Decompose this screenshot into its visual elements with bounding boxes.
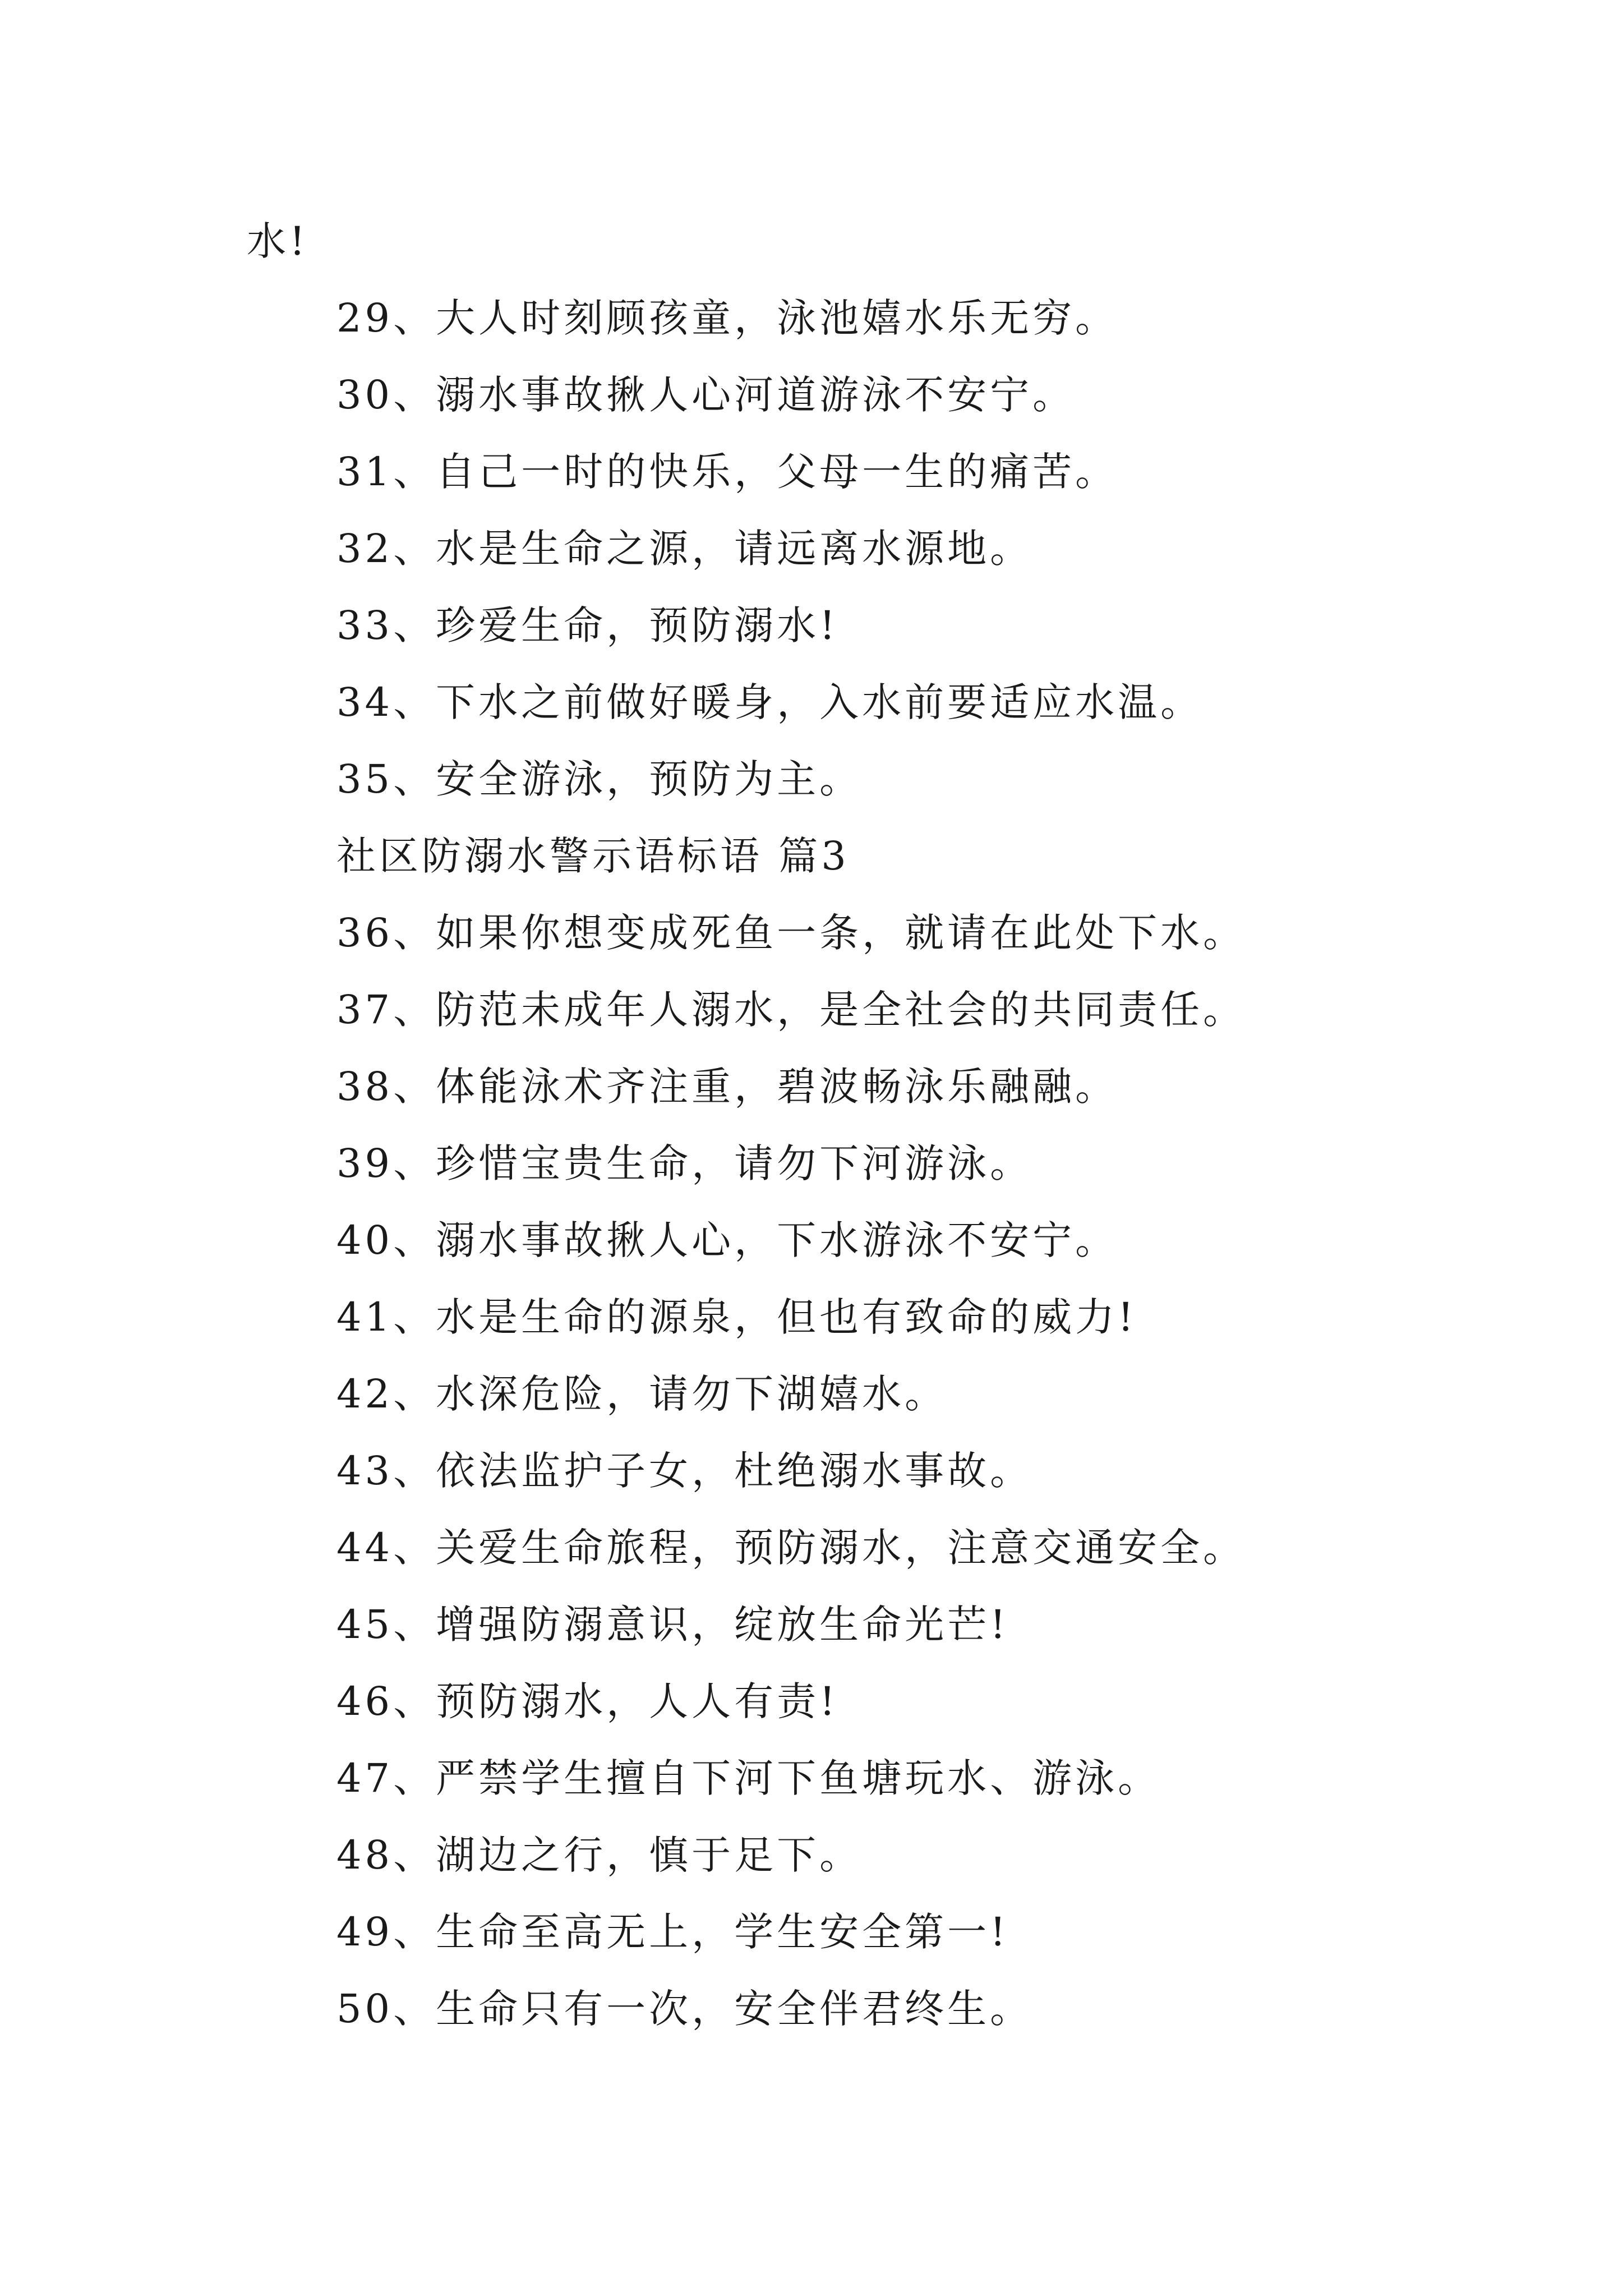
slogan-item-44: 44、关爱生命旅程，预防溺水，注意交通安全。 — [336, 1525, 1246, 1571]
slogan-item-47: 47、严禁学生擅自下河下鱼塘玩水、游泳。 — [336, 1755, 1161, 1801]
slogan-item-50: 50、生命只有一次，安全伴君终生。 — [336, 1986, 1033, 2032]
slogan-item-29: 29、大人时刻顾孩童，泳池嬉水乐无穷。 — [336, 295, 1118, 341]
continuation-line: 水! — [247, 218, 309, 264]
slogan-item-49: 49、生命至高无上，学生安全第一! — [336, 1909, 1009, 1955]
slogan-item-45: 45、增强防溺意识，绽放生命光芒! — [336, 1602, 1009, 1648]
section-heading: 社区防溺水警示语标语 篇3 — [336, 833, 850, 879]
slogan-item-38: 38、体能泳术齐注重，碧波畅泳乐融融。 — [336, 1064, 1118, 1110]
slogan-item-41: 41、水是生命的源泉，但也有致命的威力! — [336, 1294, 1137, 1340]
slogan-item-34: 34、下水之前做好暖身，入水前要适应水温。 — [336, 679, 1204, 725]
slogan-item-46: 46、预防溺水，人人有责! — [336, 1678, 839, 1724]
slogan-item-40: 40、溺水事故揪人心，下水游泳不安宁。 — [336, 1217, 1118, 1263]
slogan-item-36: 36、如果你想变成死鱼一条，就请在此处下水。 — [336, 910, 1246, 956]
slogan-item-37: 37、防范未成年人溺水，是全社会的共同责任。 — [336, 987, 1246, 1033]
slogan-item-30: 30、溺水事故揪人心河道游泳不安宁。 — [336, 372, 1076, 418]
slogan-item-33: 33、珍爱生命，预防溺水! — [336, 602, 839, 648]
slogan-item-39: 39、珍惜宝贵生命，请勿下河游泳。 — [336, 1140, 1033, 1186]
slogan-item-32: 32、水是生命之源，请远离水源地。 — [336, 526, 1033, 572]
slogan-item-42: 42、水深危险，请勿下湖嬉水。 — [336, 1371, 948, 1417]
slogan-item-43: 43、依法监护子女，杜绝溺水事故。 — [336, 1448, 1033, 1494]
slogan-item-35: 35、安全游泳，预防为主。 — [336, 756, 863, 802]
slogan-item-31: 31、自己一时的快乐，父母一生的痛苦。 — [336, 449, 1118, 495]
slogan-item-48: 48、湖边之行，慎于足下。 — [336, 1832, 863, 1878]
